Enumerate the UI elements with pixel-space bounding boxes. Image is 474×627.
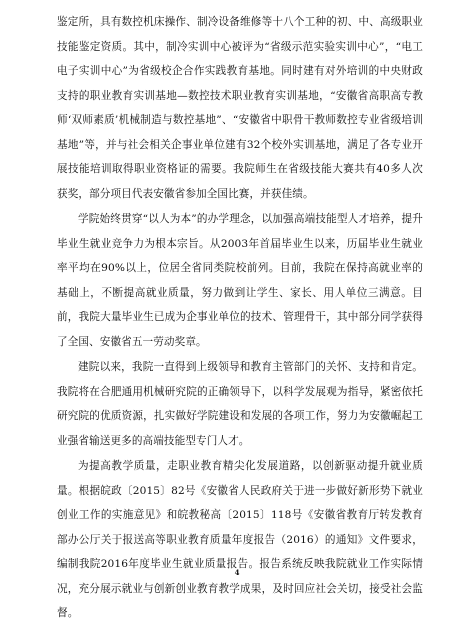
paragraph-institution-support: 建院以来，我院一直得到上级领导和教育主管部门的关怀、支持和肯定。我院将在合肥通用机械研究院的正确领导下，以科学发展观为指导，紧密依托研究院的优质资源，扎实做好学院建设和发展的各项工作，努力为安徽崛起工业强省输送更多的高端技能型专门人才。 bbox=[57, 361, 423, 447]
page-number: 4 bbox=[234, 568, 240, 577]
paragraph-continuation: 鉴定所，具有数控机床操作、制冷设备维修等十八个工种的初、中、高级职业技能鉴定资质。其中，制冷实训中心被评为“省级示范实验实训中心”，“电工电子实训中心”为省级校企合作实践教育基地。同时建有对外培训的中央财政支持的职业教育实训基地—数控技术职业教育实训基地，“安徽省高职高专教师‘双师素质’机械制造与数控基地”、“安徽省中职骨干教师数控专业省级培训基地”等，并与社会相关企事业单位建有32个校外实训基地，满足了各专业开展技能培训取得职业资格证的需要。我院师生在省级技能大赛共有40多人次获奖，部分项目代表安徽省参加全国比赛，并获佳绩。 bbox=[57, 16, 423, 200]
body-text bbox=[57, 10, 423, 627]
paragraph-report-purpose: 为提高教学质量，走职业教育精尖化发展道路，以创新驱动提升就业质量。根据皖政〔2015〕82号《安徽省人民政府关于进一步做好新形势下就业创业工作的实施意见》和皖教秘高〔2015〕118号《安徽省教育厅转发教育部办公厅关于报送高等职业教育质量年度报告（2016）的通知》文件要求，编制我院2016年度毕业生就业质量报告。报告系统反映我院就业工作实际情况，充分展示就业与创新创业教育教学成果，及时回应社会关切，接受社会监督。 bbox=[57, 460, 423, 619]
paragraph-employment-philosophy: 学院始终贯穿“以人为本”的办学理念，以加强高端技能型人才培养，提升毕业生就业竞争力为根本宗旨。从2003年首届毕业生以来，历届毕业生就业率平均在90%以上，位居全省同类院校前列。目前，我院在保持高就业率的基础上，不断提高就业质量，努力做到让学生、家长、用人单位三满意。目前，我院大量毕业生已成为企事业单位的技术、管理骨干，其中部分同学获得了全国、安徽省五一劳动奖章。 bbox=[57, 213, 423, 348]
